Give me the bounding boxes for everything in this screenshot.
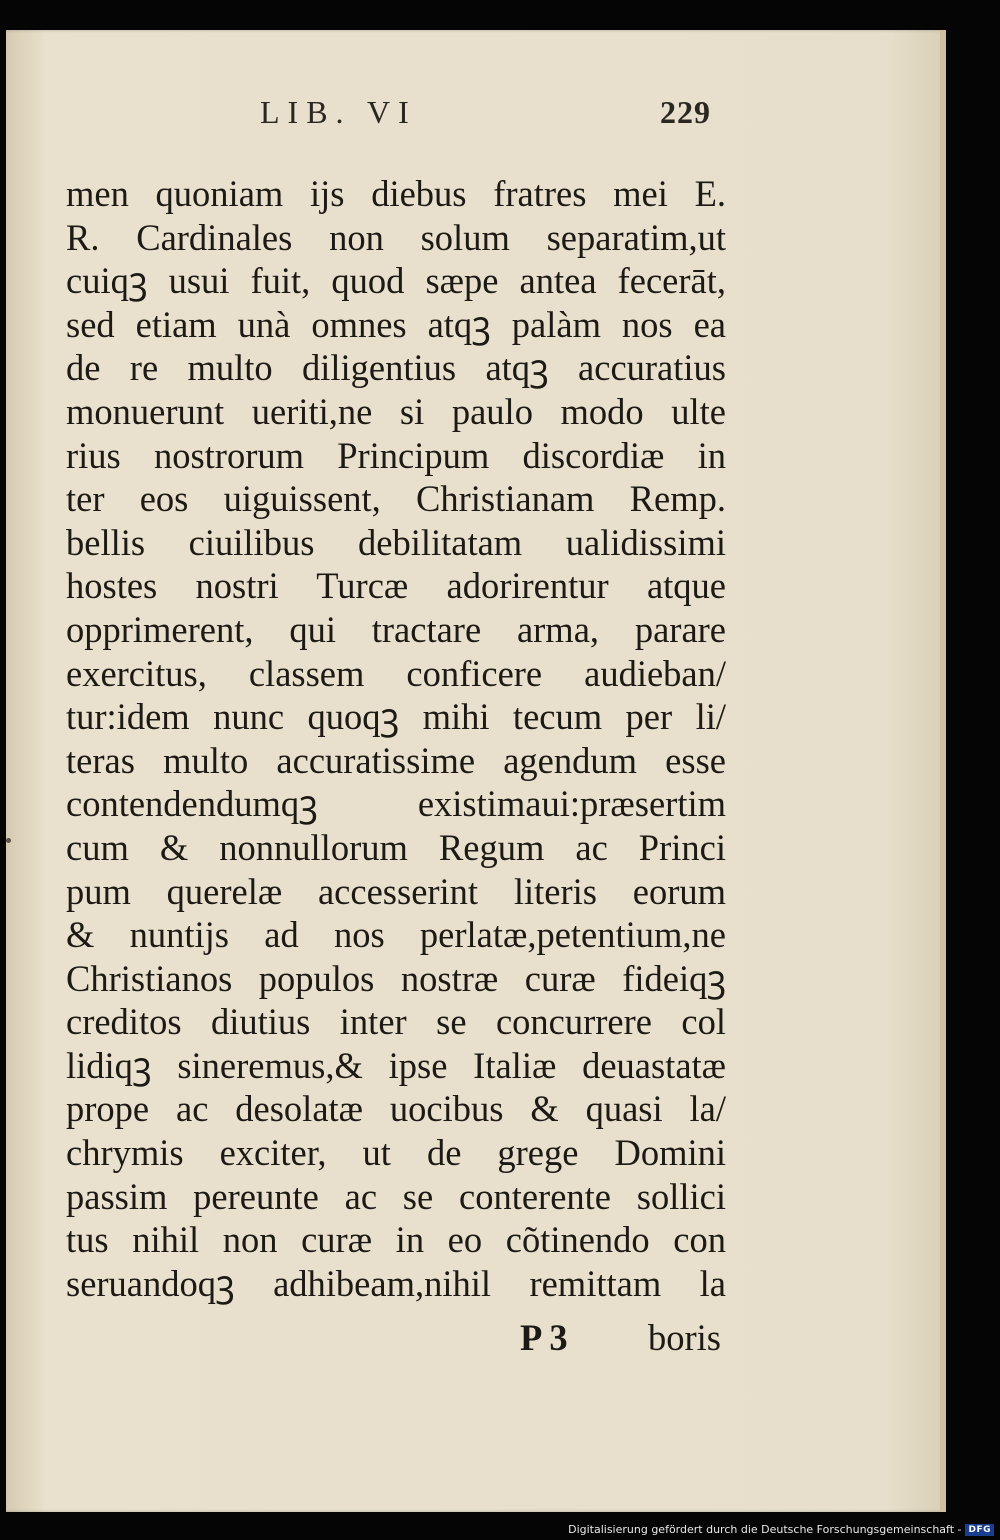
text-line: exercitus, classem conficere audieban/ <box>66 652 726 694</box>
text-line: R. Cardinales non solum separatim,ut <box>66 216 726 258</box>
text-line: men quoniam ijs diebus fratres mei E. <box>66 173 726 214</box>
page-number: 229 <box>660 94 711 130</box>
text-line: lidiqꝫ sineremus,& ipse Italiæ deuastatæ <box>66 1044 726 1086</box>
text-line: cum & nonnullorum Regum ac Princi <box>66 826 726 868</box>
dfg-logo-icon: DFG <box>965 1524 994 1536</box>
text-line: tur:idem nunc quoqꝫ mihi tecum per li/ <box>66 696 726 738</box>
book-page <box>6 30 946 1512</box>
text-block <box>66 172 726 1305</box>
page-foot <box>66 1316 721 1360</box>
text-line: pum querelæ accesserint literis eorum <box>66 870 726 912</box>
page-edge <box>940 30 946 1512</box>
text-line: chrymis exciter, ut de grege Domini <box>66 1132 726 1174</box>
text-line: prope ac desolatæ uocibus & quasi la/ <box>66 1088 726 1130</box>
digitization-credit <box>568 1523 994 1536</box>
text-line: tus nihil non curæ in eo cõtinendo con <box>66 1219 726 1261</box>
text-line: passim pereunte ac se conterente sollici <box>66 1175 726 1217</box>
signature-mark: P 3 <box>520 1317 568 1358</box>
text-line: ter eos uiguissent, Christianam Remp. <box>66 478 726 520</box>
text-line: creditos diutius inter se concurrere col <box>66 1001 726 1043</box>
margin-mark <box>6 838 11 843</box>
text-line: opprimerent, qui tractare arma, parare <box>66 608 726 650</box>
text-line: de re multo diligentius atqꝫ accuratius <box>66 347 726 389</box>
text-line: monuerunt ueriti,ne si paulo modo ulte <box>66 390 726 432</box>
text-line: bellis ciuilibus debilitatam ualidissimi <box>66 521 726 563</box>
text-line: teras multo accuratissime agendum esse <box>66 739 726 781</box>
text-line: cuiqꝫ usui fuit, quod sæpe antea fecerāt, <box>66 260 726 302</box>
text-line: rius nostrorum Principum discordiæ in <box>66 434 726 476</box>
text-line: Christianos populos nostræ curæ fideiqꝫ <box>66 957 726 999</box>
text-line: sed etiam unà omnes atqꝫ palàm nos ea <box>66 303 726 345</box>
credit-text: Digitalisierung gefördert durch die Deutsche Forschungsgemeinschaft - <box>568 1523 962 1536</box>
text-line: contendendumqꝫ existimaui:præsertim <box>66 783 726 825</box>
text-line: hostes nostri Turcæ adorirentur atque <box>66 565 726 607</box>
text-line: & nuntijs ad nos perlatæ,petentium,ne <box>66 914 726 956</box>
text-line: seruandoqꝫ adhibeam,nihil remittam la <box>66 1262 726 1304</box>
catchword: boris <box>648 1317 721 1358</box>
running-head: LIB. VI <box>260 94 417 130</box>
